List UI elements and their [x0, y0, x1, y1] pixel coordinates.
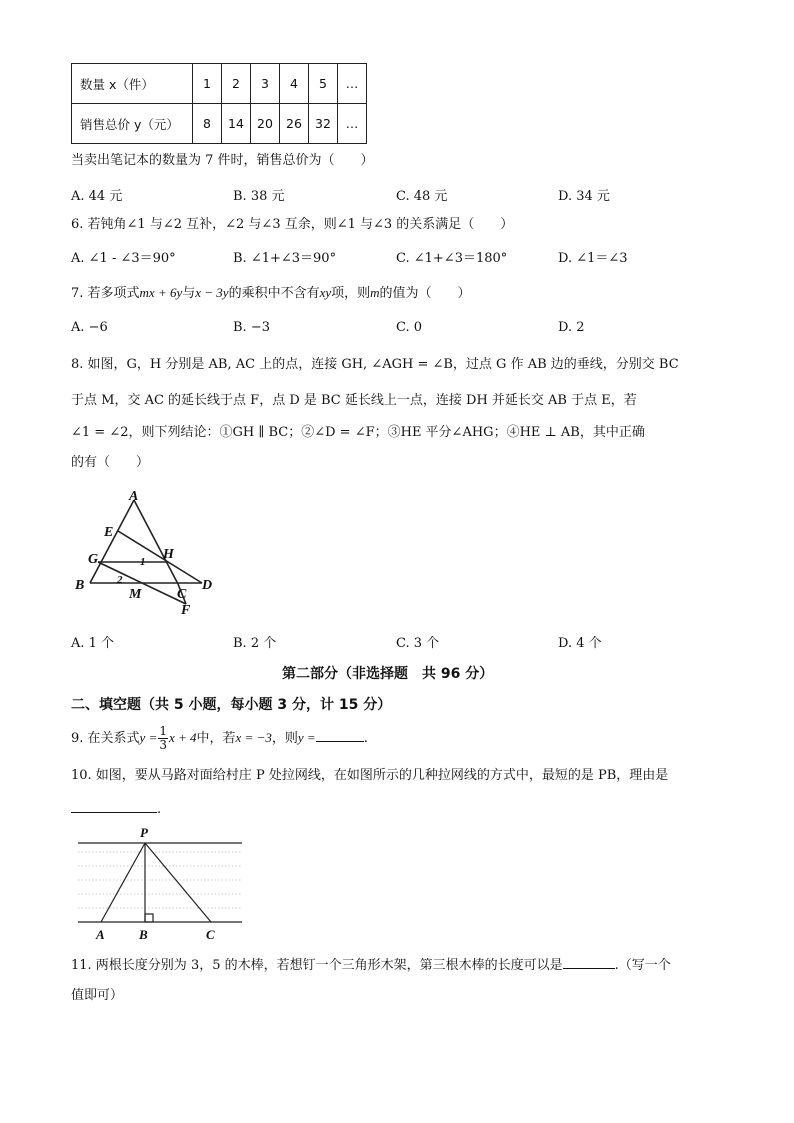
fraction-denominator: 3: [159, 738, 167, 752]
q7-stem: [71, 284, 471, 303]
q10-text: .: [157, 802, 162, 817]
q11-text: 11. 两根长度分别为 3，5 的木棒，若想钉一个三角形木架，第三根木棒的长度可以是: [71, 958, 563, 973]
q8-geometry-figure: [70, 486, 230, 620]
q9-text: 中，若: [196, 731, 236, 746]
q11-answer-blank[interactable]: [563, 956, 615, 969]
figure-label: F: [181, 603, 191, 618]
part-two-title: 第二部分（非选择题 共 96 分）: [282, 666, 494, 682]
q6-stem: 6. 若钝角∠1 与∠2 互补，∠2 与∠3 互余，则∠1 与∠3 的关系满足（ ）: [71, 217, 514, 232]
q5-option-b: B. 38 元: [233, 189, 285, 204]
q11-line-1: [71, 956, 671, 975]
table-cell: 26: [280, 104, 309, 144]
q8-line-4: 的有（ ）: [71, 455, 150, 470]
figure-label: B: [139, 927, 148, 942]
q10-answer-blank[interactable]: [71, 800, 157, 813]
q9-expr: x + 4: [168, 730, 197, 745]
figure-label: A: [129, 489, 139, 504]
q9-text: 9. 在关系式: [71, 731, 140, 746]
q11-text: .（写一个: [614, 958, 671, 973]
table-row: [72, 64, 367, 104]
q7-expr: xy: [319, 285, 332, 300]
q9-expr: x = −3: [235, 730, 272, 745]
q9-stem: [71, 718, 368, 759]
q9-answer-blank[interactable]: [316, 729, 364, 742]
fraction-numerator: 1: [159, 724, 167, 738]
table-cell: 4: [280, 64, 309, 104]
q9-text: .: [363, 731, 368, 746]
q5-option-c: C. 48 元: [396, 189, 448, 204]
q8-line-3: ∠1 = ∠2，则下列结论：①GH ∥ BC；②∠D = ∠F；③HE 平分∠AHG；④HE ⊥ AB，其中正确: [71, 425, 645, 440]
q6-option-c: C. ∠1+∠3＝180°: [396, 251, 508, 266]
q8-line-1: 8. 如图，G，H 分别是 AB, AC 上的点，连接 GH, ∠AGH = ∠B，过点 G 作 AB 边的垂线，分别交 BC: [71, 357, 679, 372]
table-cell: 8: [193, 104, 222, 144]
q10-road-figure: [74, 824, 248, 944]
section-two-title: 二、填空题（共 5 小题，每小题 3 分，计 15 分）: [71, 697, 392, 713]
q9-text: ，则: [271, 731, 298, 746]
q7-expr: mx + 6y: [139, 285, 183, 300]
table-cell: …: [338, 64, 367, 104]
q7-option-d: D. 2: [558, 320, 585, 335]
q11-line-2: 值即可）: [71, 988, 124, 1003]
q8-option-d: D. 4 个: [558, 636, 602, 651]
figure-label: H: [163, 547, 174, 562]
q9-expr: y =: [139, 730, 158, 745]
q8-option-b: B. 2 个: [233, 636, 277, 651]
figure-label: 1: [140, 556, 146, 568]
q8-option-c: C. 3 个: [396, 636, 440, 651]
table-cell: 32: [309, 104, 338, 144]
q7-expr: x − 3y: [195, 285, 229, 300]
q7-text: 与: [182, 286, 196, 301]
q10-line-2: [71, 800, 161, 819]
q10-line-1: 10. 如图，要从马路对面给村庄 P 处拉网线，在如图所示的几种拉网线的方式中，最短的是 PB，理由是: [71, 768, 669, 783]
table-row: [72, 104, 367, 144]
q7-option-c: C. 0: [396, 320, 423, 335]
sales-table: [71, 63, 367, 144]
q7-text: 的乘积中不含有: [228, 286, 320, 301]
q5-option-a: A. 44 元: [71, 189, 123, 204]
figure-label: A: [96, 927, 105, 942]
figure-label: 2: [117, 574, 123, 586]
figure-label: M: [129, 587, 142, 602]
q7-text: 项，则: [331, 286, 371, 301]
q6-option-d: D. ∠1＝∠3: [558, 251, 628, 266]
q5-option-d: D. 34 元: [558, 189, 610, 204]
q9-expr: y =: [297, 730, 316, 745]
q7-expr: m: [370, 285, 380, 300]
figure-label: C: [177, 587, 187, 602]
figure-label: G: [88, 552, 99, 567]
table-cell: 3: [251, 64, 280, 104]
figure-label: B: [75, 578, 85, 593]
figure-label: E: [104, 525, 114, 540]
table-header-cell: 销售总价 y（元）: [72, 104, 193, 144]
q7-text: 7. 若多项式: [71, 286, 140, 301]
figure-label: C: [206, 927, 215, 942]
figure-label: D: [202, 578, 213, 593]
q8-line-2: 于点 M，交 AC 的延长线于点 F，点 D 是 BC 延长线上一点，连接 DH 并延长交 AB 于点 E，若: [71, 393, 637, 408]
figure-label: P: [140, 825, 148, 840]
table-cell: …: [338, 104, 367, 144]
q7-option-b: B. −3: [233, 320, 270, 335]
q8-option-a: A. 1 个: [71, 636, 115, 651]
table-header-cell: 数量 x（件）: [72, 64, 193, 104]
q6-option-a: A. ∠1 - ∠3＝90°: [71, 251, 176, 266]
q7-option-a: A. −6: [71, 320, 108, 335]
table-cell: 20: [251, 104, 280, 144]
table-cell: 1: [193, 64, 222, 104]
q7-text: 的值为（ ）: [379, 286, 471, 301]
table-cell: 2: [222, 64, 251, 104]
q5-stem: 当卖出笔记本的数量为 7 件时，销售总价为（ ）: [71, 153, 374, 168]
q9-fraction: [158, 725, 168, 752]
q6-option-b: B. ∠1+∠3＝90°: [233, 251, 337, 266]
table-cell: 14: [222, 104, 251, 144]
table-cell: 5: [309, 64, 338, 104]
